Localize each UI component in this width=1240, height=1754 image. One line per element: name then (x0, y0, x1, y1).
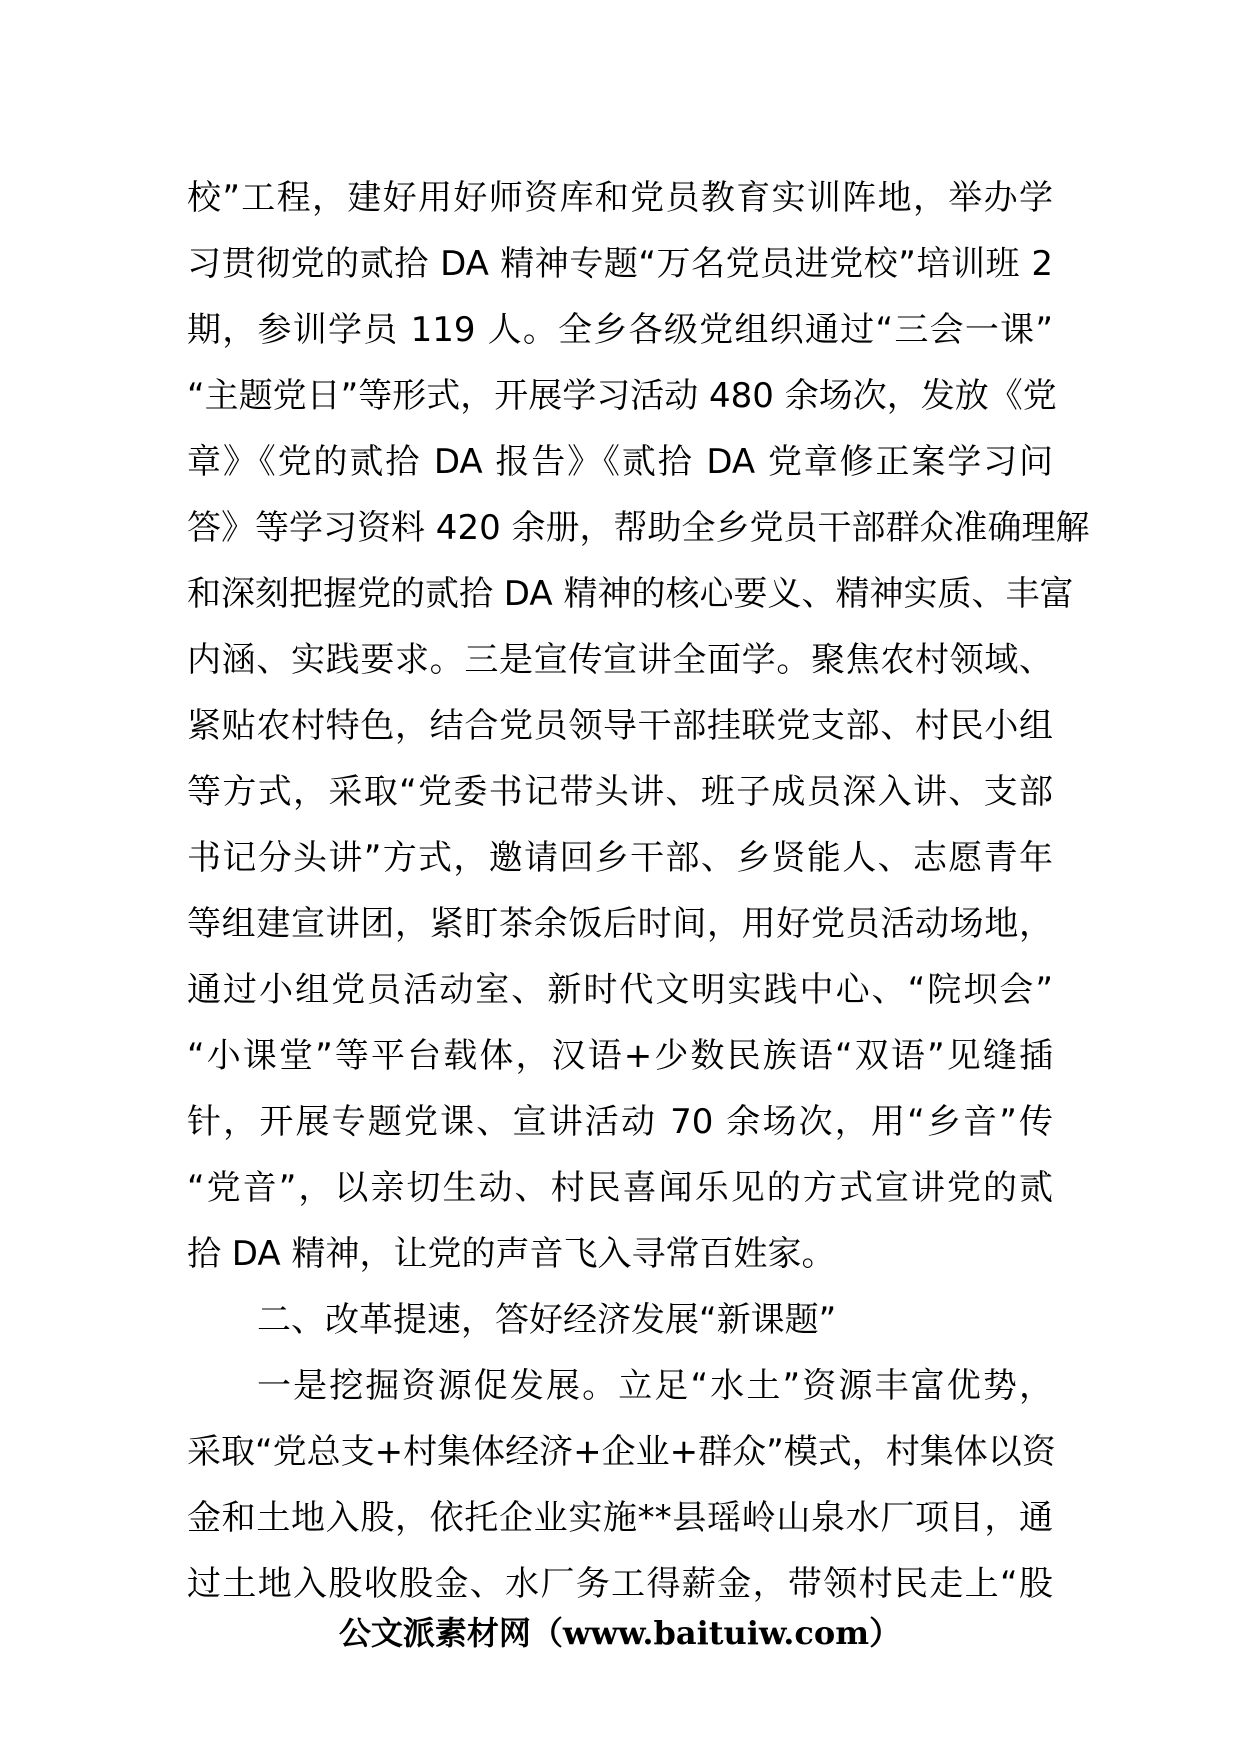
text-line: 针，开展专题党课、宣讲活动 70 余场次，用“乡音”传 (187, 1102, 1053, 1142)
text-line: 通过小组党员活动室、新时代文明实践中心、“院坝会” (187, 970, 1053, 1010)
footer-watermark: 公文派素材网（www.baituiw.com） (338, 1614, 902, 1652)
text-line: 等组建宣讲团，紧盯茶余饭后时间，用好党员活动场地， (187, 904, 1053, 944)
text-line: 拾 DA 精神，让党的声音飞入寻常百姓家。 (187, 1234, 836, 1274)
text-line: 采取“党总支+村集体经济+企业+群众”模式，村集体以资 (187, 1432, 1056, 1472)
text-line: 期，参训学员 119 人。全乡各级党组织通过“三会一课” (187, 310, 1053, 350)
text-line: “小课堂”等平台载体，汉语+少数民族语“双语”见缝插 (187, 1036, 1053, 1076)
text-line: 一是挖掘资源促发展。立足“水土”资源丰富优势， (257, 1366, 1053, 1406)
text-line: 和深刻把握党的贰拾 DA 精神的核心要义、精神实质、丰富 (187, 574, 1074, 614)
text-line: 书记分头讲”方式，邀请回乡干部、乡贤能人、志愿青年 (187, 838, 1053, 878)
text-line: 章》《党的贰拾 DA 报告》《贰拾 DA 党章修正案学习问 (187, 442, 1053, 482)
text-line: 习贯彻党的贰拾 DA 精神专题“万名党员进党校”培训班 2 (187, 244, 1053, 284)
body-text (187, 165, 1090, 1617)
text-line: 答》等学习资料 420 余册，帮助全乡党员干部群众准确理解 (187, 508, 1090, 548)
text-line: “主题党日”等形式，开展学习活动 480 余场次，发放《党 (187, 376, 1057, 416)
text-line: 等方式，采取“党委书记带头讲、班子成员深入讲、支部 (187, 772, 1053, 812)
text-line: 金和土地入股，依托企业实施**县瑶岭山泉水厂项目，通 (187, 1498, 1053, 1538)
text-line: 紧贴农村特色，结合党员领导干部挂联党支部、村民小组 (187, 706, 1053, 746)
text-line: 内涵、实践要求。三是宣传宣讲全面学。聚焦农村领域、 (187, 640, 1053, 680)
text-line: 校”工程，建好用好师资库和党员教育实训阵地，举办学 (187, 178, 1053, 218)
section-heading: 二、改革提速，答好经济发展“新课题” (257, 1300, 837, 1340)
text-line: “党音”，以亲切生动、村民喜闻乐见的方式宣讲党的贰 (187, 1168, 1053, 1208)
text-line: 过土地入股收股金、水厂务工得薪金，带领村民走上“股 (187, 1564, 1053, 1604)
